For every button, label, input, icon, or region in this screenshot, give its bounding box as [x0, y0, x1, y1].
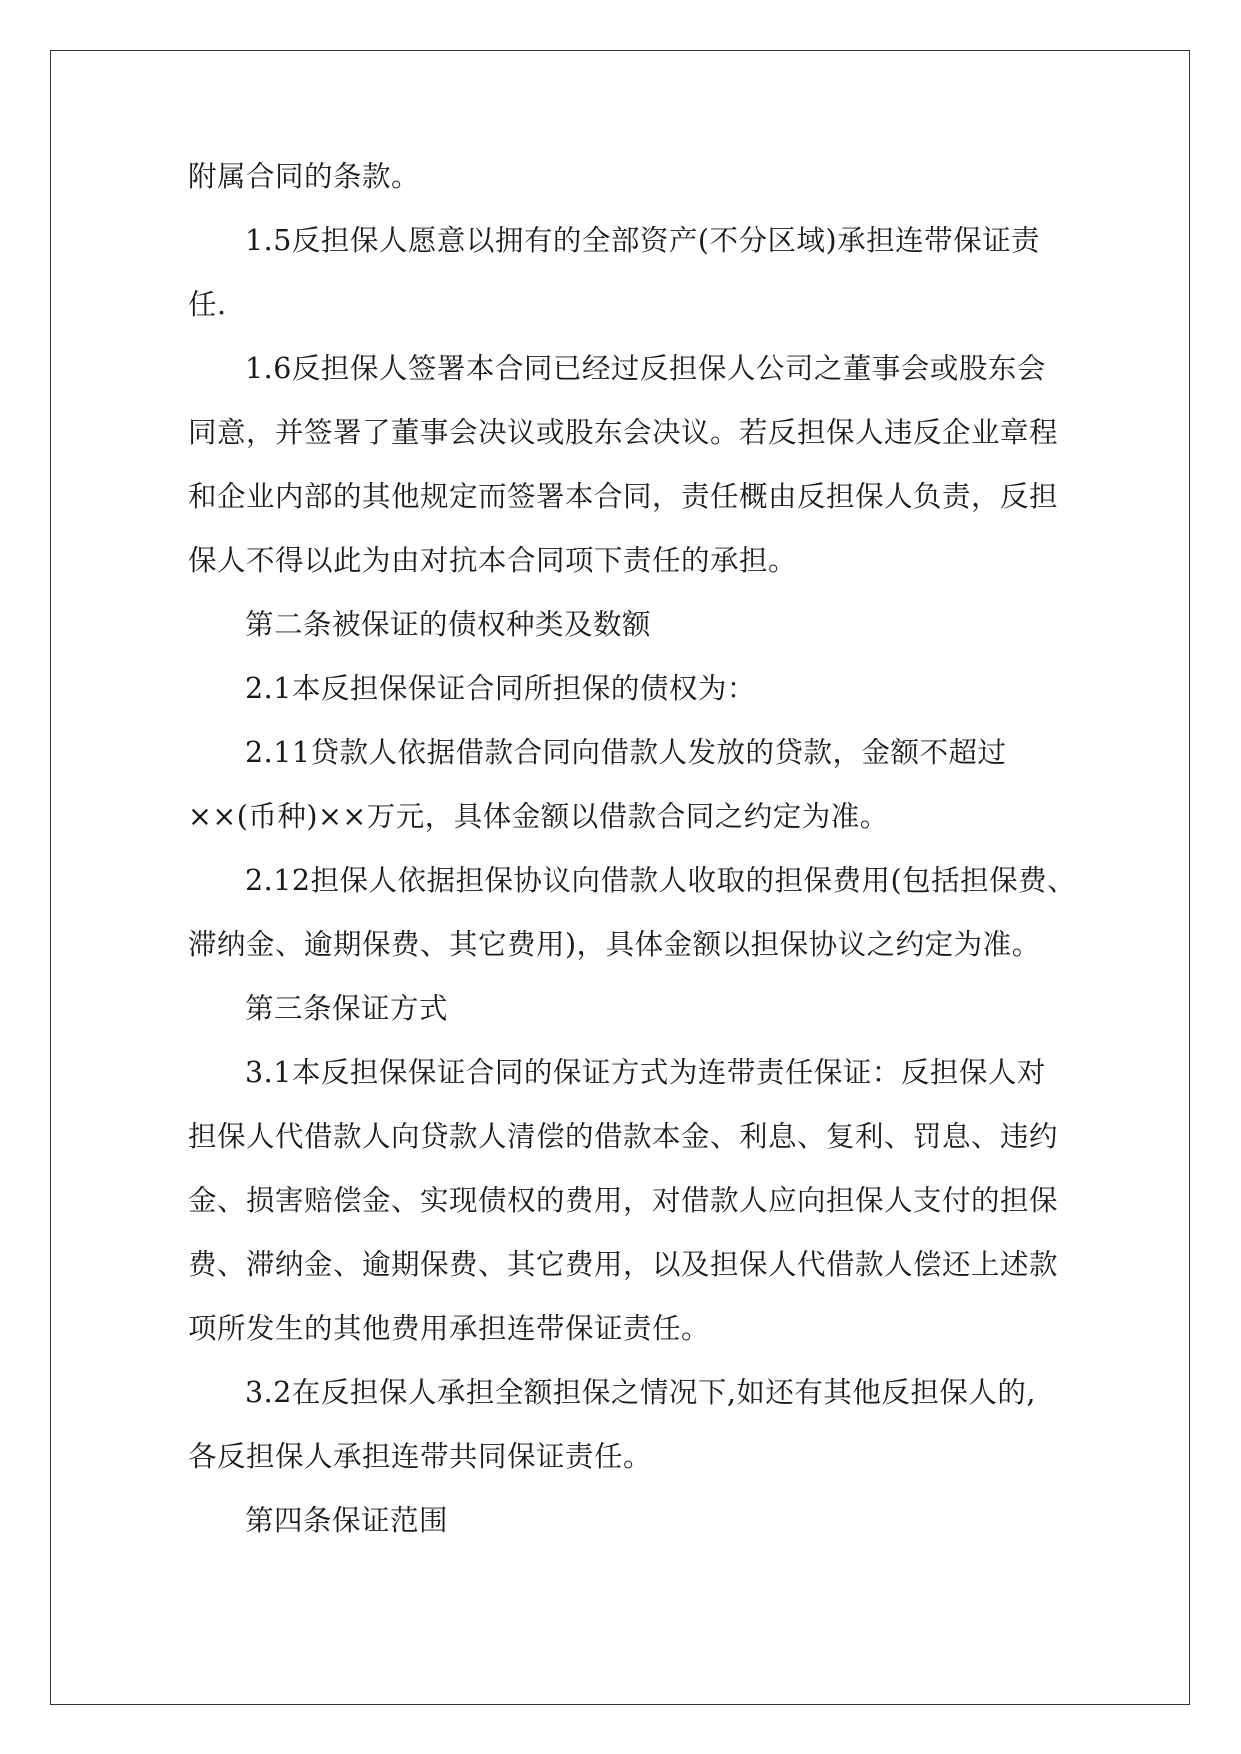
text-line: 担保人代借款人向贷款人清偿的借款本金、利息、复利、罚息、违约: [188, 1120, 1059, 1153]
text-line: 同意，并签署了董事会决议或股东会决议。若反担保人违反企业章程: [188, 416, 1059, 449]
text-line: 项所发生的其他费用承担连带保证责任。: [188, 1312, 711, 1345]
text-line: 各反担保人承担连带共同保证责任。: [188, 1440, 653, 1473]
text-line: 附属合同的条款。: [188, 160, 421, 193]
article-3-heading: 第三条保证方式: [245, 992, 449, 1025]
clause-1-6: 1.6反担保人签署本合同已经过反担保人公司之董事会或股东会: [245, 352, 1046, 385]
clause-2-1: 2.1本反担保保证合同所担保的债权为：: [245, 672, 756, 705]
article-2-heading: 第二条被保证的债权种类及数额: [245, 608, 652, 641]
clause-2-12: 2.12担保人依据担保协议向借款人收取的担保费用(包括担保费、: [245, 864, 1077, 897]
clause-3-1: 3.1本反担保保证合同的保证方式为连带责任保证：反担保人对: [245, 1056, 1046, 1089]
text-line: ××(币种)××万元，具体金额以借款合同之约定为准。: [188, 800, 889, 833]
text-line: 费、滞纳金、逾期保费、其它费用，以及担保人代借款人偿还上述款: [188, 1248, 1059, 1281]
clause-2-11: 2.11贷款人依据借款合同向借款人发放的贷款，金额不超过: [245, 736, 1007, 769]
text-line: 金、损害赔偿金、实现债权的费用，对借款人应向担保人支付的担保: [188, 1184, 1059, 1217]
text-line: 任.: [188, 288, 227, 321]
clause-3-2: 3.2在反担保人承担全额担保之情况下,如还有其他反担保人的,: [245, 1376, 1036, 1409]
text-line: 保人不得以此为由对抗本合同项下责任的承担。: [188, 544, 798, 577]
clause-1-5: 1.5反担保人愿意以拥有的全部资产(不分区域)承担连带保证责: [245, 224, 1041, 257]
article-4-heading: 第四条保证范围: [245, 1504, 449, 1537]
text-line: 和企业内部的其他规定而签署本合同，责任概由反担保人负责，反担: [188, 480, 1059, 513]
text-line: 滞纳金、逾期保费、其它费用)，具体金额以担保协议之约定为准。: [188, 928, 1041, 961]
